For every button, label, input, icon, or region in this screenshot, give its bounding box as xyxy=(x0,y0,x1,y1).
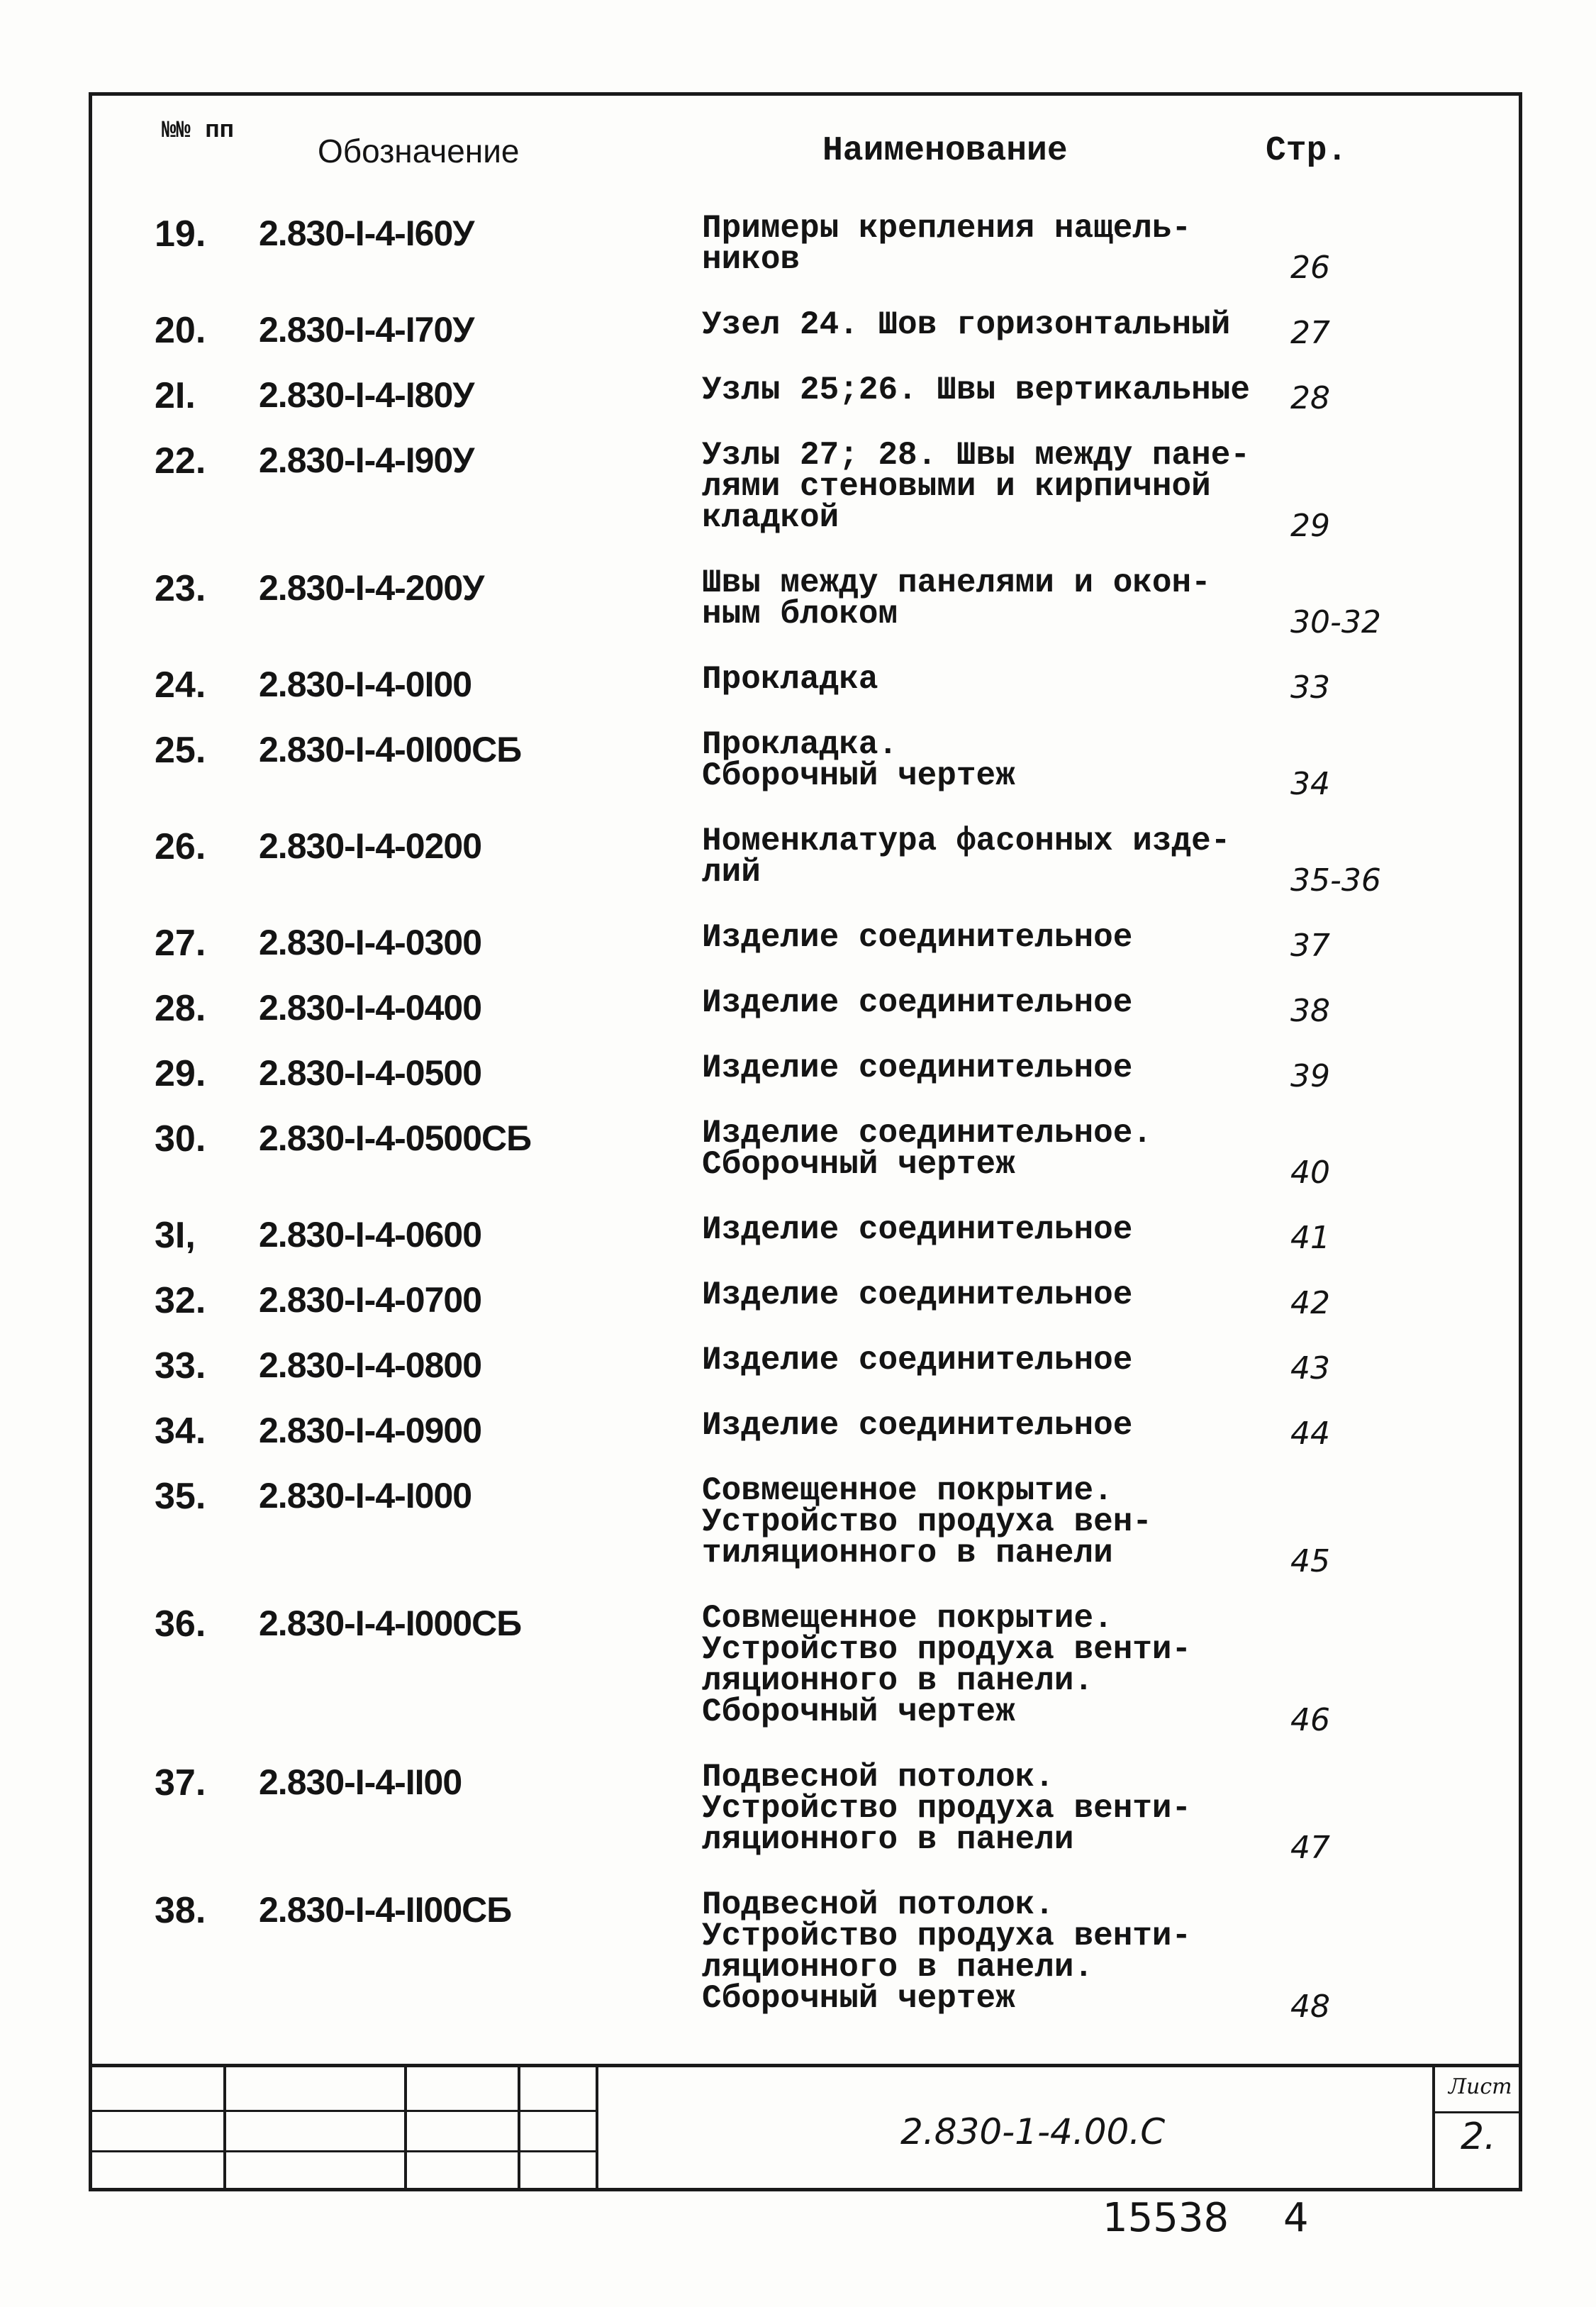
row-number: 23. xyxy=(155,568,206,609)
row-page: 44 xyxy=(1290,1416,1330,1452)
row-name-line: Подвесной потолок. xyxy=(702,1759,1054,1796)
row-name xyxy=(702,437,1283,536)
row-name xyxy=(702,1472,1283,1572)
row-designation: 2.830-I-4-I80У xyxy=(259,375,474,415)
row-name xyxy=(702,1759,1283,1858)
row-name-line: ляционного в панели. xyxy=(702,1949,1094,1986)
row-designation: 2.830-I-4-0I00СБ xyxy=(259,730,522,769)
row-number: 32. xyxy=(155,1280,206,1321)
row-name-line: Изделие соединительное xyxy=(702,984,1133,1021)
row-number: 38. xyxy=(155,1890,206,1931)
row-name-line: тиляционного в панели xyxy=(702,1535,1113,1572)
row-number: 22. xyxy=(155,440,206,482)
row-name-line: Номенклатура фасонных изде- xyxy=(702,823,1231,860)
row-name xyxy=(702,1115,1283,1183)
row-name xyxy=(702,661,1283,698)
row-name-line: Узел 24. Шов горизонтальный xyxy=(702,306,1231,343)
row-name xyxy=(702,210,1283,278)
row-number: 29. xyxy=(155,1053,206,1094)
row-name xyxy=(702,823,1283,891)
row-designation: 2.830-I-4-0800 xyxy=(259,1345,482,1385)
row-page: 48 xyxy=(1290,1989,1330,2025)
row-name-line: Устройство продуха венти- xyxy=(702,1631,1192,1668)
row-designation: 2.830-I-4-0I00 xyxy=(259,665,472,704)
row-name-line: Изделие соединительное. xyxy=(702,1115,1152,1152)
row-name xyxy=(702,919,1283,956)
row-number: 25. xyxy=(155,730,206,771)
row-page: 33 xyxy=(1290,669,1330,706)
row-page: 26 xyxy=(1290,250,1330,286)
row-designation: 2.830-I-4-0500СБ xyxy=(259,1118,532,1158)
row-name-line: Изделие соединительное xyxy=(702,1211,1133,1248)
row-designation: 2.830-I-4-0600 xyxy=(259,1215,482,1255)
row-name-line: лий xyxy=(702,854,761,891)
row-name-line: лями стеновыми и кирпичной xyxy=(702,468,1211,505)
row-designation: 2.830-I-4-0500 xyxy=(259,1053,482,1093)
row-page: 29 xyxy=(1290,508,1330,544)
row-name-line: Устройство продуха венти- xyxy=(702,1918,1192,1955)
row-name-line: Изделие соединительное xyxy=(702,1342,1133,1379)
row-name xyxy=(702,1342,1283,1379)
row-designation: 2.830-I-4-0900 xyxy=(259,1411,482,1450)
row-name xyxy=(702,1600,1283,1730)
row-name xyxy=(702,306,1283,343)
row-number: 30. xyxy=(155,1118,206,1160)
row-name-line: ным блоком xyxy=(702,596,898,633)
row-designation: 2.830-I-4-II00СБ xyxy=(259,1890,512,1930)
row-page: 41 xyxy=(1290,1220,1330,1256)
row-page: 38 xyxy=(1290,993,1330,1029)
document-code: 2.830-1-4.00.С xyxy=(900,2111,1166,2152)
row-page: 43 xyxy=(1290,1350,1330,1386)
archive-page: 4 xyxy=(1283,2195,1309,2241)
row-name-line: ляционного в панели. xyxy=(702,1662,1094,1699)
row-name-line: Устройство продуха венти- xyxy=(702,1790,1192,1827)
row-name-line: Изделие соединительное xyxy=(702,1407,1133,1444)
row-page: 42 xyxy=(1290,1285,1330,1321)
row-name-line: Швы между панелями и окон- xyxy=(702,565,1211,601)
row-page: 37 xyxy=(1290,928,1330,964)
row-name xyxy=(702,1279,1283,1311)
row-name xyxy=(702,1407,1283,1444)
row-name-line: Прокладка xyxy=(702,661,878,698)
row-name xyxy=(702,1052,1283,1084)
row-page: 40 xyxy=(1290,1155,1330,1191)
sheet-label: Лист xyxy=(1449,2074,1512,2099)
row-name-line: Примеры крепления нащель- xyxy=(702,210,1192,247)
row-number: 3I, xyxy=(155,1215,196,1256)
row-name-line: Узлы 27; 28. Швы между пане- xyxy=(702,437,1250,474)
row-name-line: Совмещенное покрытие. xyxy=(702,1600,1113,1637)
row-name-line: Изделие соединительное xyxy=(702,1050,1133,1086)
row-number: 34. xyxy=(155,1411,206,1452)
row-page: 35-36 xyxy=(1290,862,1381,899)
row-name-line: Сборочный чертеж xyxy=(702,1980,1015,2017)
row-name xyxy=(702,726,1283,794)
row-number: 24. xyxy=(155,665,206,706)
title-block xyxy=(89,2064,1522,2191)
row-designation: 2.830-I-4-I000 xyxy=(259,1476,472,1516)
row-page: 39 xyxy=(1290,1058,1330,1094)
row-name-line: Изделие соединительное xyxy=(702,1277,1133,1313)
row-number: 27. xyxy=(155,923,206,964)
row-name xyxy=(702,984,1283,1021)
row-name xyxy=(702,565,1283,633)
row-page: 27 xyxy=(1290,315,1330,351)
row-name-line: Сборочный чертеж xyxy=(702,1146,1015,1183)
row-number: 35. xyxy=(155,1476,206,1517)
row-designation: 2.830-I-4-0300 xyxy=(259,923,482,962)
header-name: Наименование xyxy=(822,132,1068,170)
row-number: 28. xyxy=(155,988,206,1029)
row-number: 2I. xyxy=(155,375,196,416)
row-designation: 2.830-I-4-I000СБ xyxy=(259,1603,522,1643)
row-designation: 2.830-I-4-I70У xyxy=(259,310,474,350)
row-number: 33. xyxy=(155,1345,206,1386)
row-number: 26. xyxy=(155,826,206,867)
row-page: 47 xyxy=(1290,1830,1330,1866)
row-name xyxy=(702,1886,1283,2017)
row-name-line: ников xyxy=(702,241,800,278)
row-name-line: кладкой xyxy=(702,499,839,536)
row-name-line: Подвесной потолок. xyxy=(702,1886,1054,1923)
sheet-number: 2. xyxy=(1461,2116,1496,2158)
row-designation: 2.830-I-4-0200 xyxy=(259,826,482,866)
row-designation: 2.830-I-4-II00 xyxy=(259,1762,462,1802)
row-number: 19. xyxy=(155,213,206,255)
row-name xyxy=(702,1211,1283,1248)
row-name-line: Изделие соединительное xyxy=(702,919,1133,956)
row-designation: 2.830-I-4-I60У xyxy=(259,213,474,253)
row-designation: 2.830-I-4-0400 xyxy=(259,988,482,1028)
row-name-line: Совмещенное покрытие. xyxy=(702,1472,1113,1509)
row-page: 30-32 xyxy=(1290,604,1381,640)
row-designation: 2.830-I-4-I90У xyxy=(259,440,474,480)
row-name-line: Устройство продуха вен- xyxy=(702,1503,1152,1540)
row-designation: 2.830-I-4-200У xyxy=(259,568,484,608)
row-page: 28 xyxy=(1290,380,1330,416)
row-page: 45 xyxy=(1290,1543,1330,1579)
row-number: 36. xyxy=(155,1603,206,1645)
header-designation: Обозначение xyxy=(318,133,520,169)
row-page: 34 xyxy=(1290,766,1330,802)
row-name-line: ляционного в панели xyxy=(702,1821,1074,1858)
row-number: 20. xyxy=(155,310,206,351)
row-name-line: Прокладка. xyxy=(702,726,898,763)
row-name-line: Сборочный чертеж xyxy=(702,757,1015,794)
header-page: Стр. xyxy=(1266,132,1348,170)
row-name-line: Узлы 25;26. Швы вертикальные xyxy=(702,372,1250,408)
archive-number: 15538 xyxy=(1103,2195,1229,2241)
row-name-line: Сборочный чертеж xyxy=(702,1694,1015,1730)
row-designation: 2.830-I-4-0700 xyxy=(259,1280,482,1320)
row-number: 37. xyxy=(155,1762,206,1803)
row-name xyxy=(702,374,1283,406)
header-number: №№ пп xyxy=(162,118,235,145)
row-page: 46 xyxy=(1290,1702,1330,1738)
